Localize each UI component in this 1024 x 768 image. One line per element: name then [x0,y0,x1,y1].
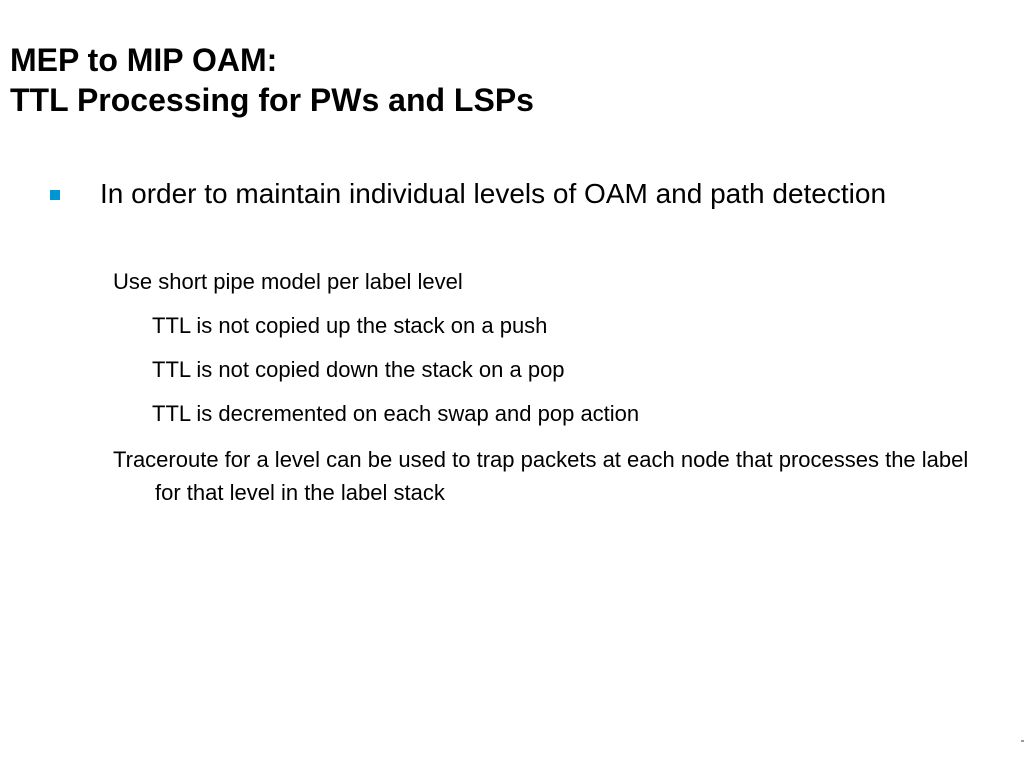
bullet-level2-item: Use short pipe model per label level [113,269,463,294]
square-bullet-icon [50,190,60,200]
slide-title [10,40,534,120]
bullet-level3-item: TTL is not copied down the stack on a pop [152,357,565,382]
bullet-level2-item: Traceroute for a level can be used to trap packets at each node that processes the label for that level in the label stack [113,447,969,505]
slide-title-line-2: TTL Processing for PWs and LSPs [10,82,534,118]
slide-title-line-1: MEP to MIP OAM: [10,42,278,78]
bullet-level3-item: TTL is not copied up the stack on a push [152,313,548,338]
bullet-level3-item: TTL is decremented on each swap and pop action [152,401,640,426]
bullet-level1-item: In order to maintain individual levels of OAM and path detection [100,178,887,209]
